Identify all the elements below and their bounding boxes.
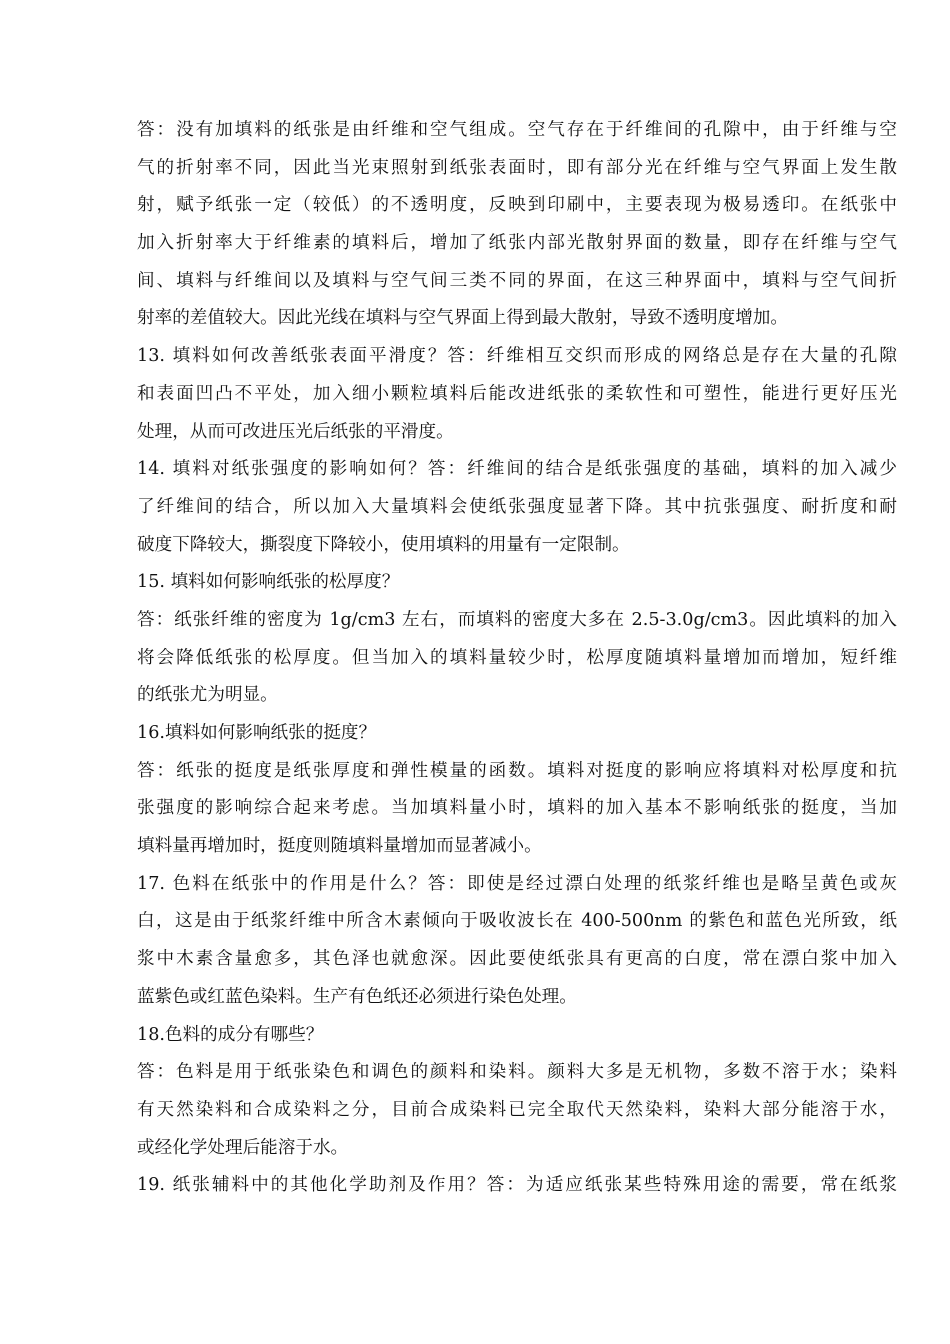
text-line: 处理，从而可改进压光后纸张的平滑度。 [137,421,454,442]
text-line: 破度下降较大，撕裂度下降较小，使用填料的用量有一定限制。 [137,534,630,555]
text-line: 或经化学处理后能溶于水。 [137,1137,349,1158]
document-body [137,112,897,1205]
text-line: 和表面凹凸不平处，加入细小颗粒填料后能改进纸张的柔软性和可塑性，能进行更好压光 [137,383,897,404]
text-line: 气的折射率不同，因此当光束照射到纸张表面时，即有部分光在纤维与空气界面上发生散 [137,157,897,178]
text-line: 的纸张尤为明显。 [137,685,278,706]
text-line: 蓝紫色或红蓝色染料。生产有色纸还必须进行染色处理。 [137,986,577,1007]
text-line: 答：纸张纤维的密度为 1g/cm3 左右，而填料的密度大多在 2.5-3.0g/cm3。因此填料的加入 [137,609,897,630]
text-line: 射率的差值较大。因此光线在填料与空气界面上得到最大散射，导致不透明度增加。 [137,308,788,329]
text-line: 浆中木素含量愈多，其色泽也就愈深。因此要使纸张具有更高的白度，常在漂白浆中加入 [137,949,897,970]
question-heading: 16.填料如何影响纸张的挺度？ [137,723,377,743]
text-line: 14. 填料对纸张强度的影响如何？答：纤维间的结合是纸张强度的基础，填料的加入减少 [137,459,897,480]
text-line: 张强度的影响综合起来考虑。当加填料量小时，填料的加入基本不影响纸张的挺度，当加 [137,798,897,819]
text-line: 填料量再增加时，挺度则随填料量增加而显著减小。 [137,836,542,857]
text-line: 答：纸张的挺度是纸张厚度和弹性模量的函数。填料对挺度的影响应将填料对松厚度和抗 [137,760,897,781]
text-line: 答：没有加填料的纸张是由纤维和空气组成。空气存在于纤维间的孔隙中，由于纤维与空 [137,120,897,140]
question-heading: 15. 填料如何影响纸张的松厚度？ [137,572,400,593]
text-line: 间、填料与纤维间以及填料与空气间三类不同的界面，在这三种界面中，填料与空气间折 [137,270,897,291]
text-line: 19. 纸张辅料中的其他化学助剂及作用？答：为适应纸张某些特殊用途的需要，常在纸浆 [137,1175,897,1196]
text-line: 射，赋予纸张一定（较低）的不透明度，反映到印刷中，主要表现为极易透印。在纸张中 [137,195,897,216]
text-line: 有天然染料和合成染料之分，目前合成染料已完全取代天然染料，染料大部分能溶于水， [137,1099,897,1120]
text-line: 了纤维间的结合，所以加入大量填料会使纸张强度显著下降。其中抗张强度、耐折度和耐 [137,496,897,517]
question-heading: 18.色料的成分有哪些？ [137,1024,324,1045]
text-line: 答：色料是用于纸张染色和调色的颜料和染料。颜料大多是无机物，多数不溶于水；染料 [137,1062,897,1083]
text-line: 白，这是由于纸浆纤维中所含木素倾向于吸收波长在 400-500nm 的紫色和蓝色光所致，纸 [137,911,897,932]
text-line: 17. 色料在纸张中的作用是什么？答：即使是经过漂白处理的纸浆纤维也是略呈黄色或灰 [137,873,897,894]
text-line: 将会降低纸张的松厚度。但当加入的填料量较少时，松厚度随填料量增加而增加，短纤维 [137,647,897,668]
text-line: 13. 填料如何改善纸张表面平滑度？答：纤维相互交织而形成的网络总是存在大量的孔隙 [137,346,897,367]
text-line: 加入折射率大于纤维素的填料后，增加了纸张内部光散射界面的数量，即存在纤维与空气 [137,233,897,254]
